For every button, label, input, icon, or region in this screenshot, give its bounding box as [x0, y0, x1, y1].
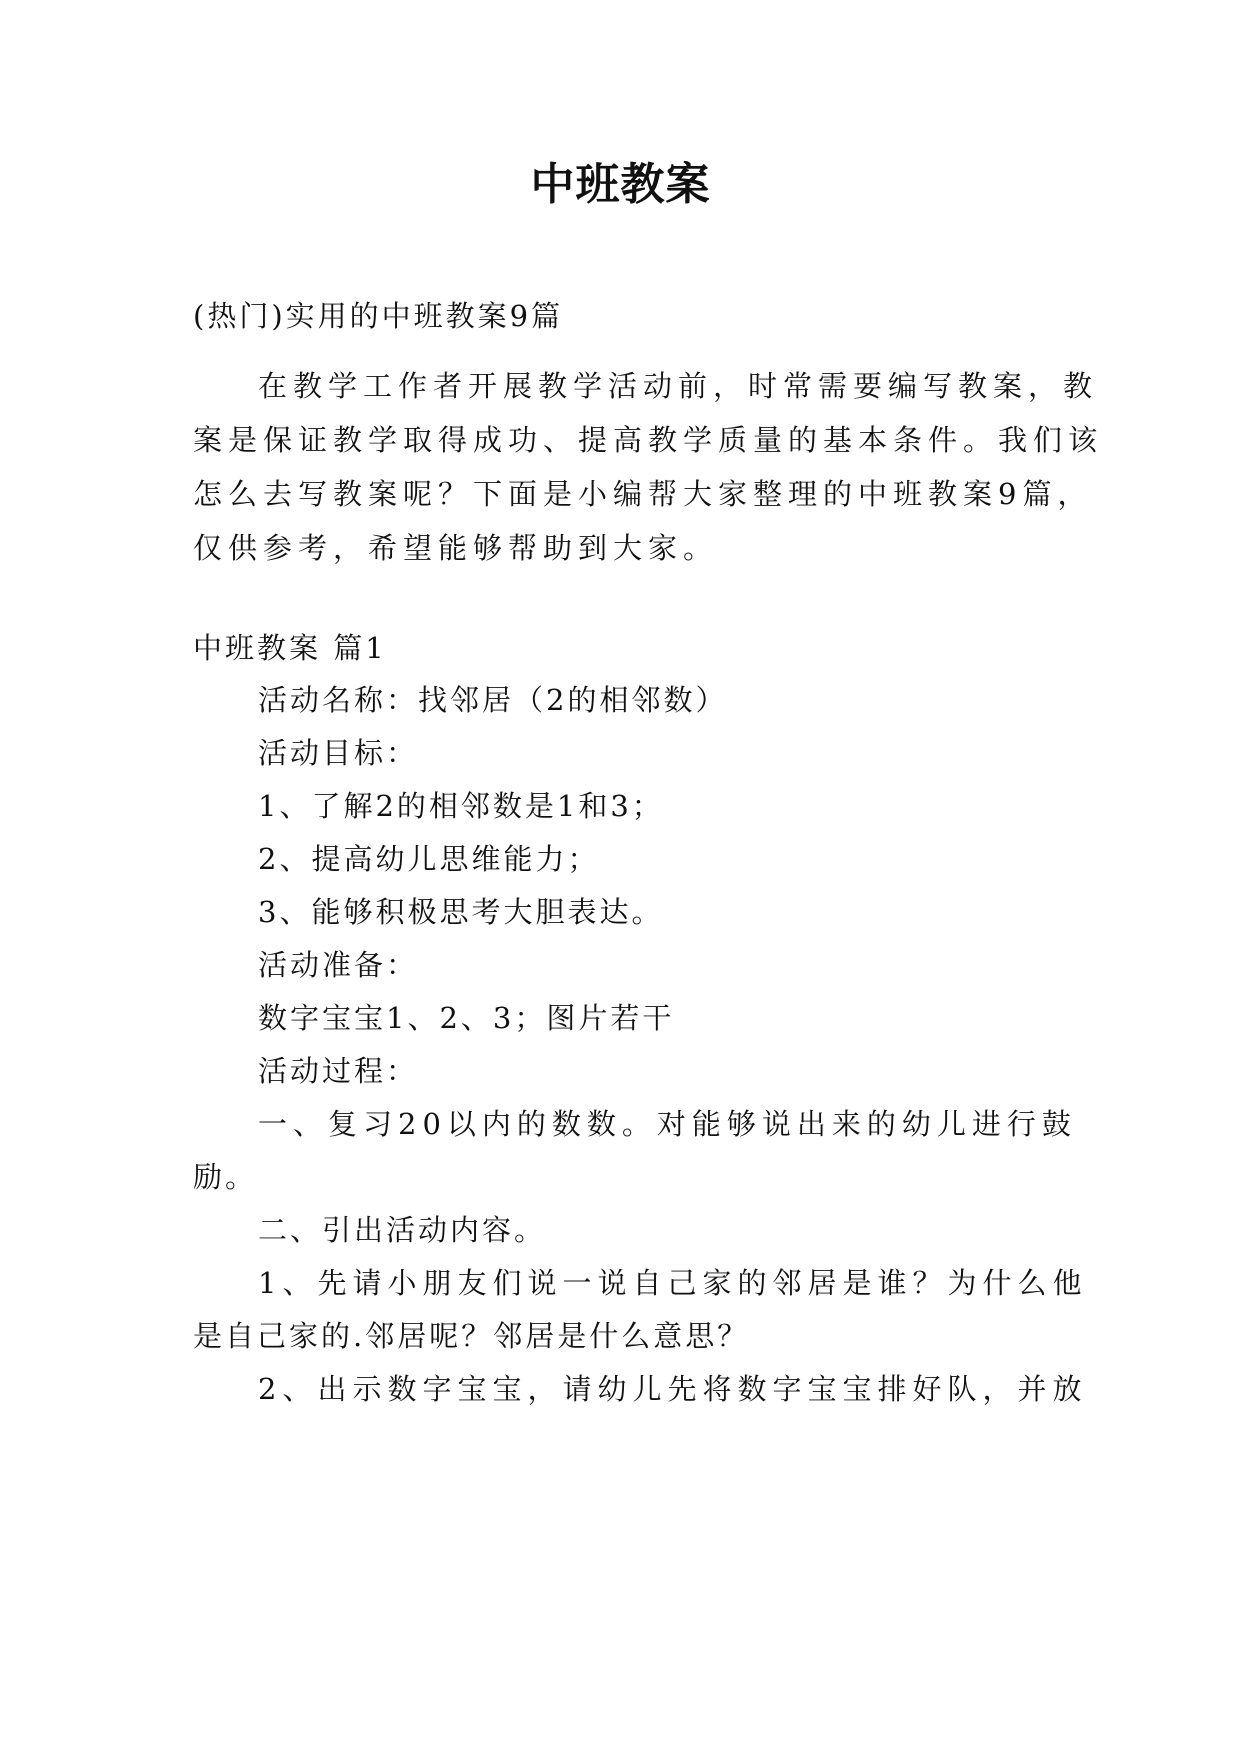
intro-line-1: 在教学工作者开展教学活动前，时常需要编写教案，教 [258, 369, 1099, 403]
body-line-goal-2: 2、提高幼儿思维能力； [258, 842, 600, 876]
body-line-step-2-2: 2、出示数字宝宝，请幼儿先将数字宝宝排好队，并放 [258, 1372, 1088, 1406]
body-line-goal-heading: 活动目标： [258, 736, 419, 770]
body-line-goal-1: 1、了解2的相邻数是1和3； [258, 789, 664, 823]
intro-line-3: 怎么去写教案呢？下面是小编帮大家整理的中班教案9篇， [193, 477, 1093, 511]
body-line-prep-heading: 活动准备： [258, 948, 419, 982]
document-title: 中班教案 [530, 159, 711, 210]
body-line-step-2: 二、引出活动内容。 [258, 1213, 547, 1247]
intro-line-4: 仅供参考，希望能够帮助到大家。 [193, 531, 719, 565]
body-line-step-2-1a: 1、先请小朋友们说一说自己家的邻居是谁？为什么他 [258, 1266, 1088, 1300]
body-line-goal-3: 3、能够积极思考大胆表达。 [258, 895, 664, 929]
body-line-step-1a: 一、复习20以内的数数。对能够说出来的幼儿进行鼓 [258, 1107, 1077, 1141]
body-line-process-heading: 活动过程： [258, 1054, 419, 1088]
intro-line-2: 案是保证教学取得成功、提高教学质量的基本条件。我们该 [193, 423, 1104, 457]
body-line-prep-items: 数字宝宝1、2、3；图片若干 [258, 1001, 675, 1035]
body-line-step-1b: 励。 [193, 1160, 258, 1194]
body-line-step-2-1b: 是自己家的.邻居呢？邻居是什么意思？ [193, 1319, 750, 1353]
document-subtitle: (热门)实用的中班教案9篇 [193, 299, 564, 333]
section-heading: 中班教案 篇1 [193, 631, 387, 665]
body-line-activity-name: 活动名称：找邻居（2的相邻数） [258, 683, 728, 717]
